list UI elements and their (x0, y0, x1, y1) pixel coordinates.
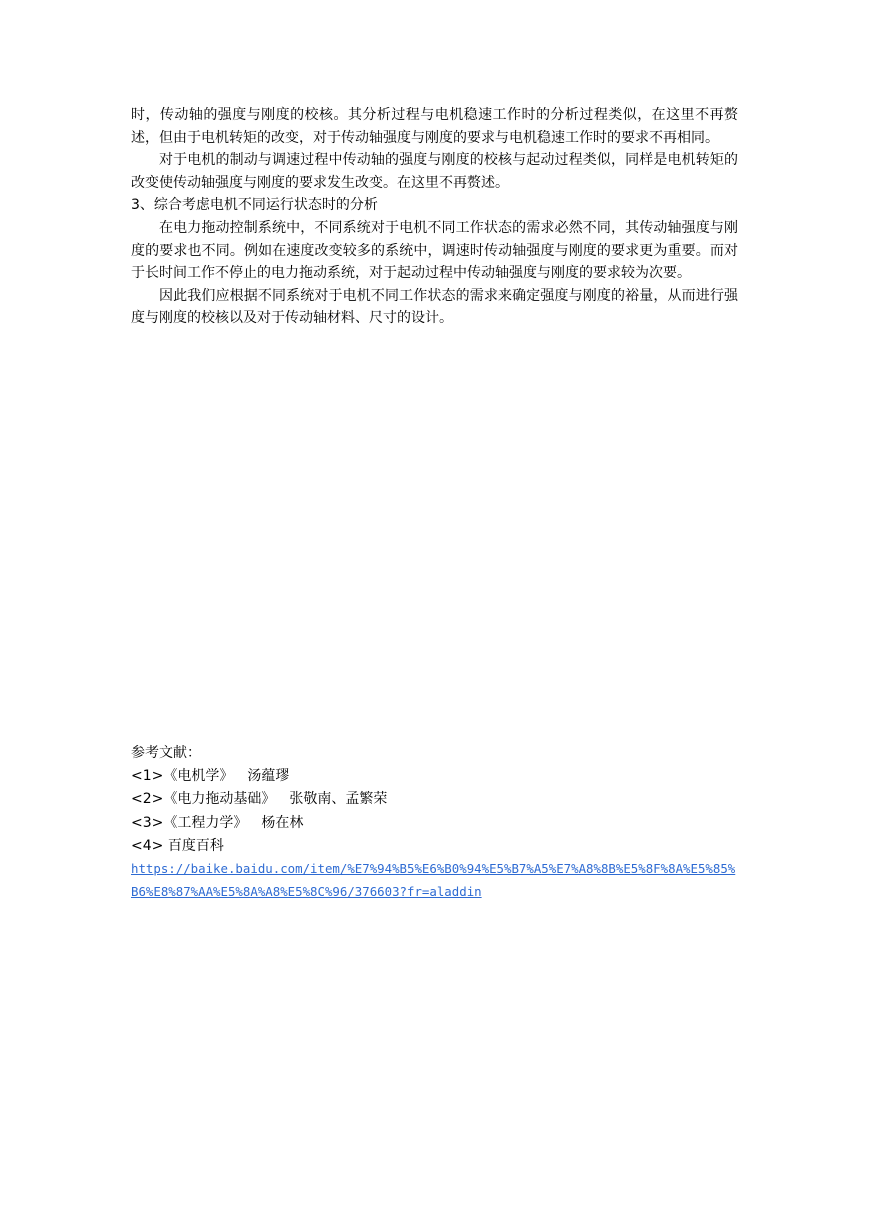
reference-author: 张敬南、孟繁荣 (289, 791, 388, 808)
reference-item (131, 812, 738, 835)
section-heading-3: 3、综合考虑电机不同运行状态时的分析 (131, 197, 378, 214)
reference-number: <1> (131, 768, 164, 785)
reference-book: 百度百科 (163, 837, 224, 854)
reference-number: <3> (131, 814, 164, 831)
paragraph-conclusion: 因此我们应根据不同系统对于电机不同工作状态的需求来确定强度与刚度的裕量，从而进行强度与刚度的校核以及对于传动轴材料、尺寸的设计。 (131, 287, 738, 327)
body-text (131, 104, 738, 330)
reference-author: 汤蕴璆 (247, 768, 290, 785)
reference-book: 《工程力学》 (163, 814, 248, 831)
reference-item (131, 765, 738, 788)
references-title: 参考文献： (131, 745, 201, 761)
paragraph-system-requirements: 在电力拖动控制系统中，不同系统对于电机不同工作状态的需求必然不同，其传动轴强度与刚度的要求也不同。例如在速度改变较多的系统中，调速时传动轴强度与刚度的要求更为重要。而对于长时间工作不停止的电力拖动系统，对于起动过程中传动轴强度与刚度的要求较为次要。 (131, 219, 738, 282)
reference-item (131, 788, 738, 811)
reference-author: 杨在林 (261, 814, 304, 831)
reference-number: <2> (131, 791, 164, 808)
reference-link[interactable]: https://baike.baidu.com/item/%E7%94%B5%E6%B0%94%E5%B7%A5%E7%A8%8B%E5%8F%8A%E5%85%B6%E8%87%AA%E5%8A%A8%E5%8C%96/376603?fr=aladdin (131, 861, 736, 899)
paragraph-braking-speed: 对于电机的制动与调速过程中传动轴的强度与刚度的校核与起动过程类似，同样是电机转矩的改变使传动轴强度与刚度的要求发生改变。在这里不再赘述。 (131, 152, 738, 191)
reference-number: <4> (131, 837, 164, 854)
references-section (131, 742, 738, 903)
paragraph-continuation: 时，传动轴的强度与刚度的校核。其分析过程与电机稳速工作时的分析过程类似，在这里不再赘述，但由于电机转矩的改变，对于传动轴强度与刚度的要求与电机稳速工作时的要求不再相同。 (131, 107, 738, 146)
reference-book: 《电力拖动基础》 (163, 791, 276, 808)
reference-item (131, 835, 738, 858)
reference-book: 《电机学》 (163, 768, 234, 785)
